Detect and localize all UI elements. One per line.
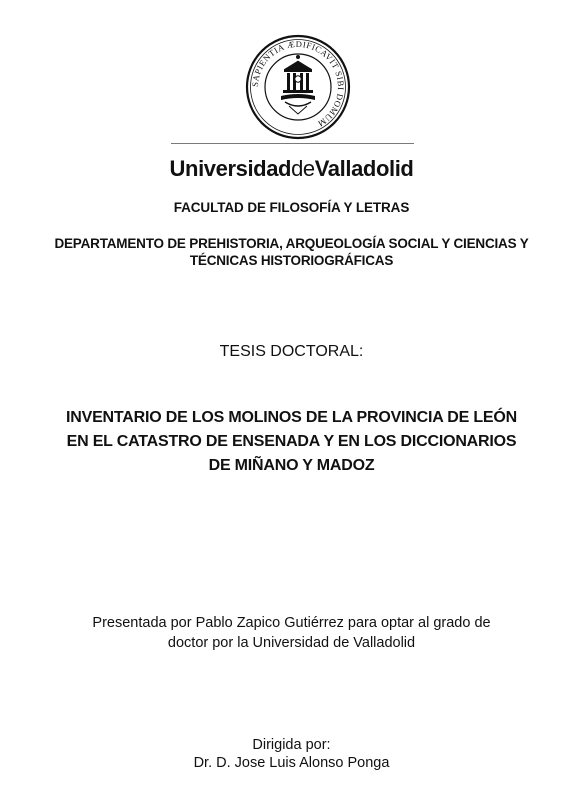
- seal-ring-text: SAPIENTIA ÆDIFICAVIT SIBI DOMUM: [249, 38, 347, 130]
- thesis-title: [10, 406, 573, 478]
- thesis-title-line-2: EN EL CATASTRO DE ENSENADA Y EN LOS DICCIONARIOS: [66, 433, 517, 450]
- department-name: [20, 235, 563, 269]
- presented-by: [20, 613, 563, 653]
- wordmark-de: de: [291, 156, 315, 181]
- university-wordmark: [0, 155, 583, 183]
- presented-line-1: Presentada por Pablo Zapico Gutiérrez para optar al grado de: [92, 615, 491, 631]
- thesis-label: TESIS DOCTORAL:: [219, 343, 364, 360]
- director-name: Dr. D. Jose Luis Alonso Ponga: [193, 755, 390, 771]
- thesis-title-line-1: INVENTARIO DE LOS MOLINOS DE LA PROVINCIA DE LEÓN: [66, 409, 517, 426]
- department-line-2: TÉCNICAS HISTORIOGRÁFICAS: [189, 253, 394, 268]
- department-line-1: DEPARTAMENTO DE PREHISTORIA, ARQUEOLOGÍA SOCIAL Y CIENCIAS Y: [54, 236, 529, 251]
- thesis-title-line-3: DE MIÑANO Y MADOZ: [208, 457, 375, 474]
- presented-line-2: doctor por la Universidad de Valladolid: [167, 635, 416, 651]
- svg-text:SAPIENTIA ÆDIFICAVIT SIBI DOMU: [250, 39, 346, 129]
- header-divider: [171, 143, 414, 144]
- university-seal-icon: [245, 34, 351, 140]
- wordmark-valladolid: Valladolid: [314, 156, 414, 181]
- faculty-name: FACULTAD DE FILOSOFÍA Y LETRAS: [173, 200, 410, 215]
- wordmark-universidad: Universidad: [169, 156, 292, 181]
- directed-by-label: Dirigida por:: [252, 737, 331, 753]
